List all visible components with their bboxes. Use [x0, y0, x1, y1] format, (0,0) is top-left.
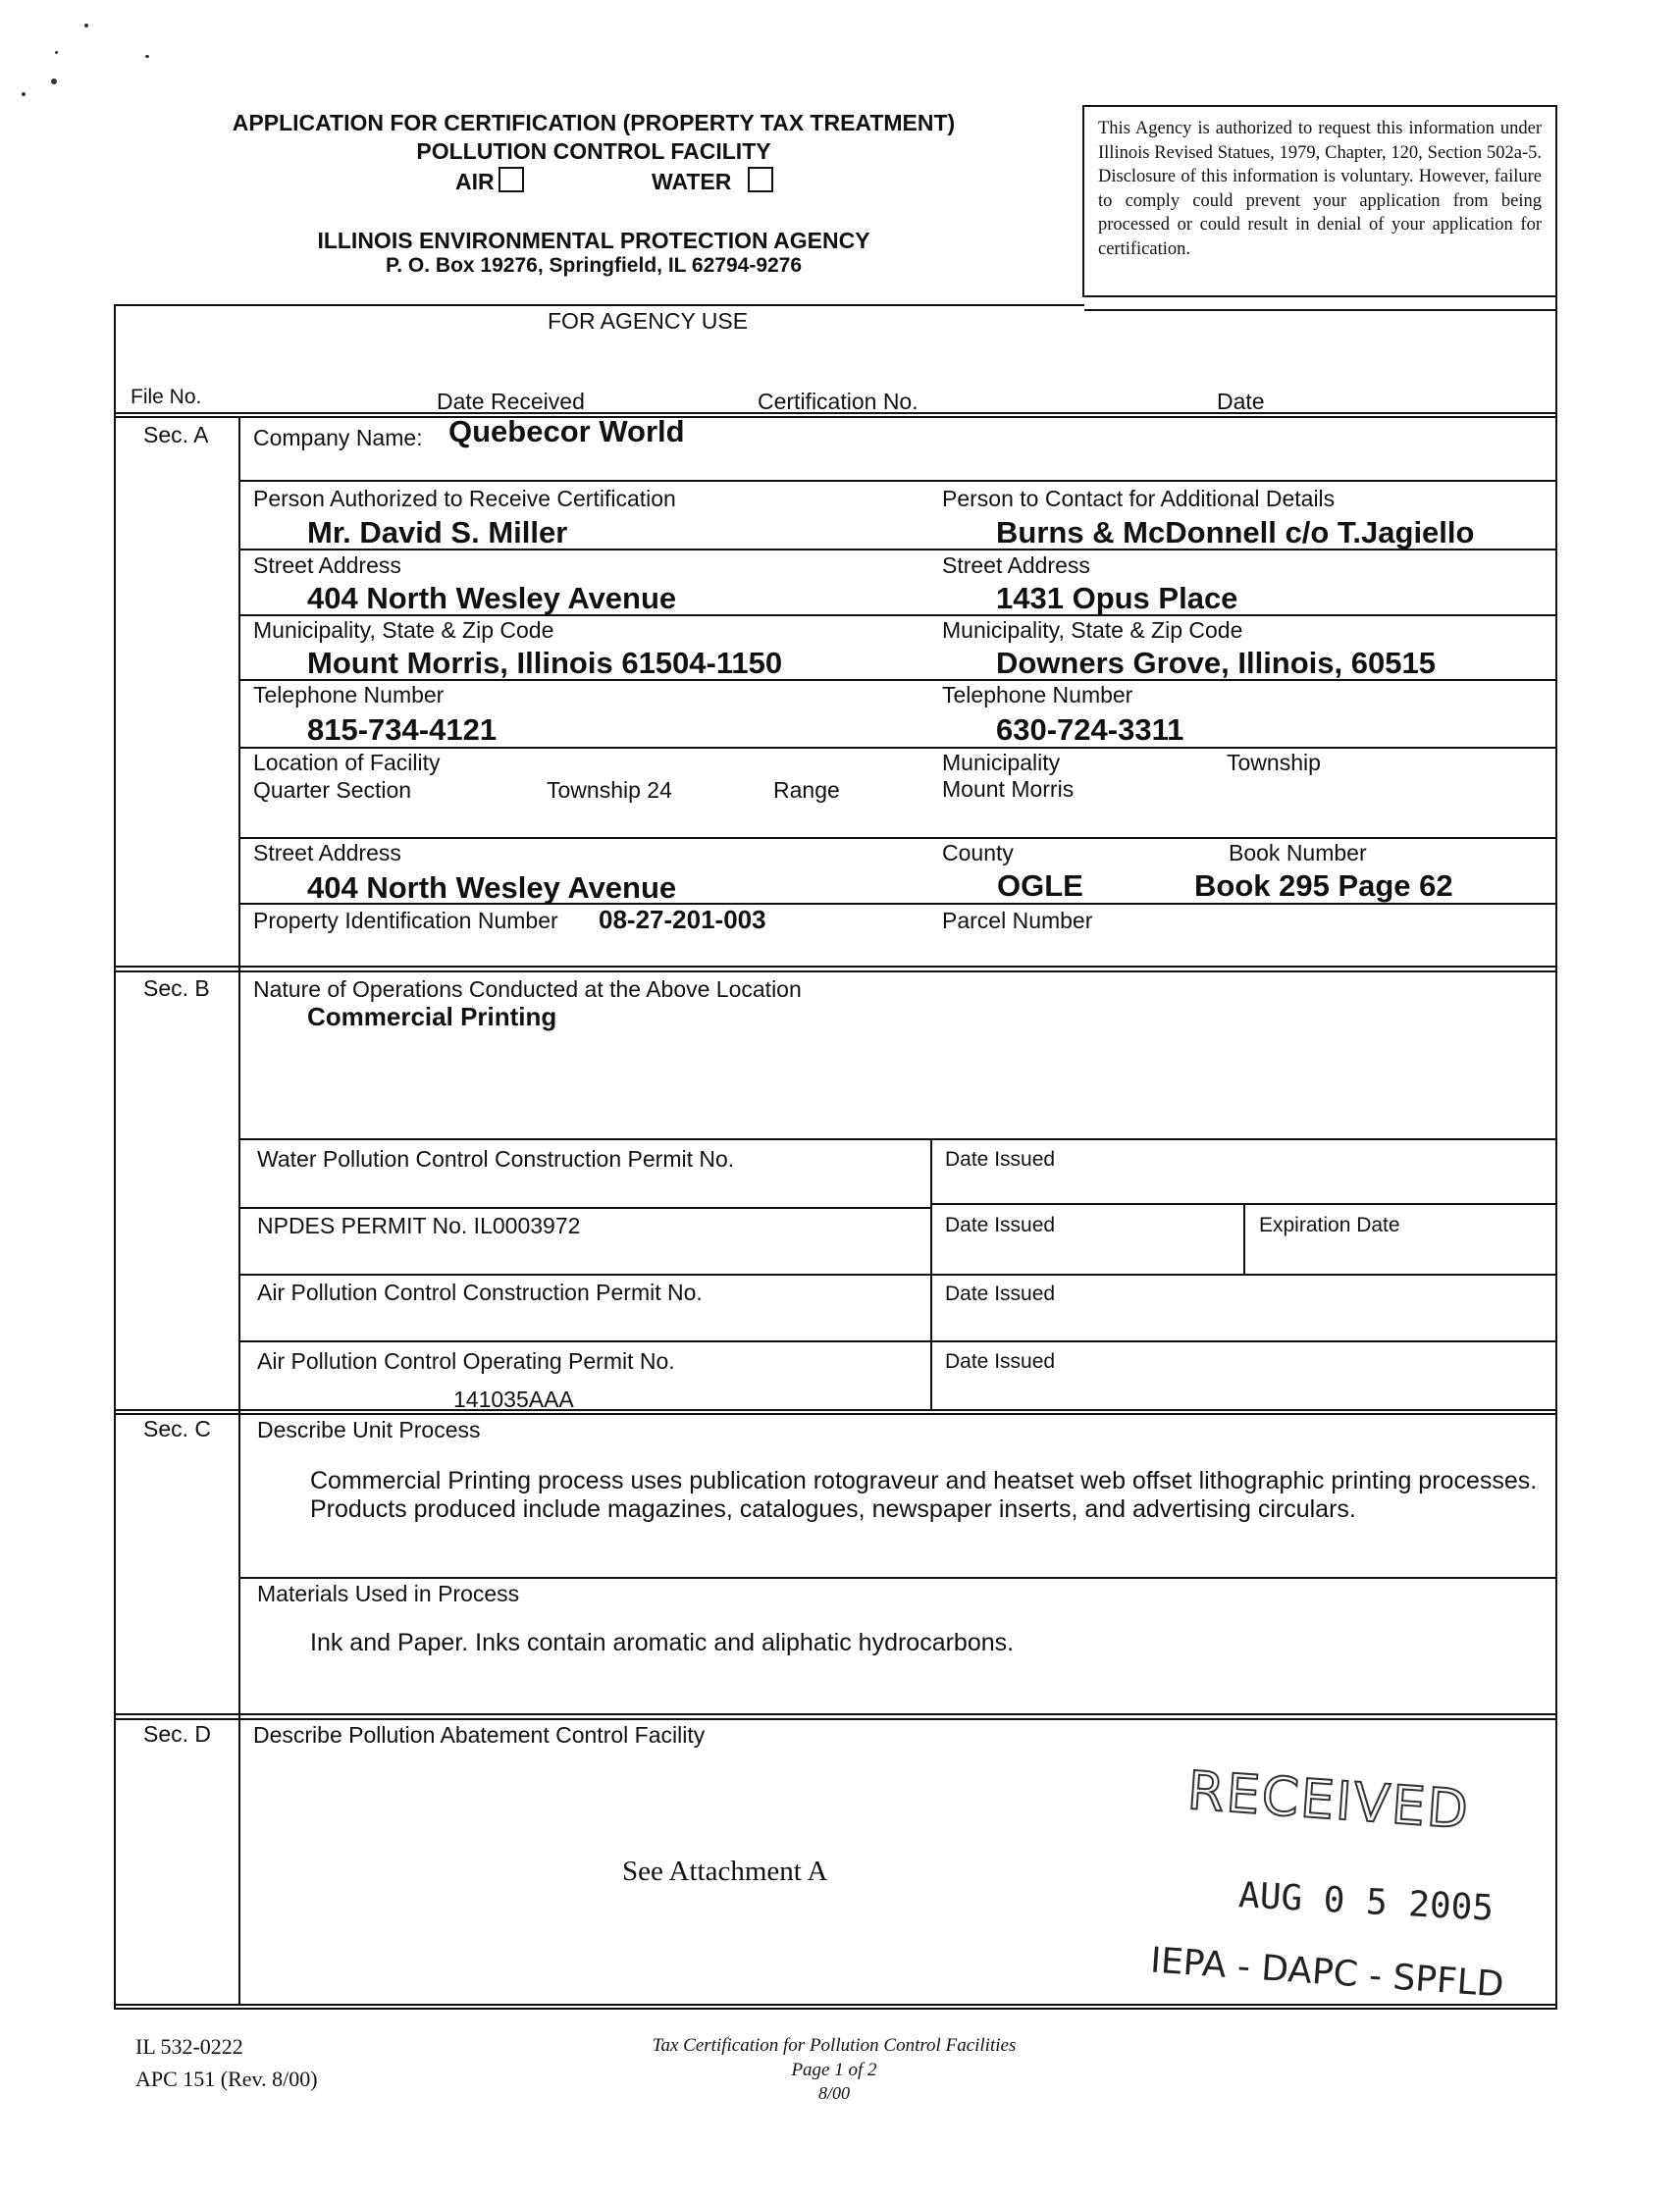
- agency-address: P. O. Box 19276, Springfield, IL 62794-9276: [385, 254, 803, 277]
- divider: [114, 1713, 1557, 1715]
- air-label: AIR: [455, 169, 495, 194]
- air-checkbox[interactable]: [499, 167, 524, 192]
- divider: [930, 1138, 932, 1409]
- divider: [114, 1413, 1557, 1415]
- materials-label: Materials Used in Process: [257, 1581, 520, 1606]
- book-number-value: Book 295 Page 62: [1194, 868, 1453, 903]
- divider: [114, 416, 1557, 418]
- municipality-label: Municipality, State & Zip Code: [253, 617, 554, 643]
- sec-d-label: Sec. D: [143, 1721, 212, 1747]
- sec-c-label: Sec. C: [143, 1416, 212, 1441]
- disclosure-notice: This Agency is authorized to request this information under Illinois Revised Statues, 1979, Chapter, 120, Section 502a-5. Disclosure of this information is voluntary. However, failure to comply could prevent your application from being processed or could result in denial of your application for certification.: [1082, 105, 1557, 297]
- county-value: OGLE: [997, 868, 1083, 903]
- air-operating-permit-value: 141035AAA: [453, 1387, 574, 1412]
- divider: [1084, 309, 1557, 311]
- materials-value: Ink and Paper. Inks contain aromatic and aliphatic hydrocarbons.: [310, 1629, 1015, 1656]
- air-checkbox-group: [455, 167, 524, 195]
- facility-municipality-label: Municipality: [942, 750, 1061, 775]
- divider: [238, 1138, 1557, 1140]
- divider: [114, 2008, 1557, 2010]
- telephone-value: 815-734-4121: [307, 712, 498, 747]
- contact-municipality-value: Downers Grove, Illinois, 60515: [996, 646, 1436, 680]
- location-label: Location of Facility: [253, 750, 441, 775]
- quarter-section-label: Quarter Section: [253, 777, 412, 803]
- divider: [114, 970, 1557, 972]
- sec-a-label: Sec. A: [143, 422, 209, 447]
- form-title: APPLICATION FOR CERTIFICATION (PROPERTY TAX TREATMENT): [232, 110, 956, 135]
- facility-street-label: Street Address: [253, 840, 401, 865]
- npdes-date-label: Date Issued: [945, 1214, 1056, 1236]
- divider: [114, 2004, 1557, 2006]
- divider: [114, 304, 1084, 306]
- municipality-value: Mount Morris, Illinois 61504-1150: [307, 646, 783, 680]
- parcel-number-label: Parcel Number: [942, 908, 1093, 933]
- pin-value: 08-27-201-003: [599, 905, 766, 934]
- divider: [1555, 297, 1557, 2008]
- pin-label: Property Identification Number: [253, 908, 558, 933]
- page-number: Page 1 of 2: [791, 2060, 877, 2080]
- divider: [238, 1207, 930, 1209]
- form-revision-code: APC 151 (Rev. 8/00): [135, 2067, 318, 2091]
- file-no-label: File No.: [131, 386, 202, 408]
- air-construction-permit-label: Air Pollution Control Construction Permit No.: [257, 1280, 703, 1305]
- scan-speck: [145, 55, 149, 58]
- unit-process-value: Commercial Printing process uses publication rotograveur and heatset web offset lithographic printing processes. Products produced include magazines, catalogues, newspaper inserts, and advertising circulars.: [310, 1467, 1538, 1523]
- footer-revision: 8/00: [817, 2083, 850, 2103]
- expiration-date-label: Expiration Date: [1259, 1214, 1400, 1236]
- range-label: Range: [773, 777, 840, 803]
- contact-person-label: Person to Contact for Additional Details: [942, 486, 1336, 511]
- contact-street-label: Street Address: [942, 552, 1090, 578]
- authorized-person-value: Mr. David S. Miller: [307, 515, 568, 550]
- agency-use-title: FOR AGENCY USE: [548, 308, 749, 334]
- divider: [114, 1718, 1557, 1720]
- footer-title: Tax Certification for Pollution Control Facilities: [652, 2035, 1017, 2056]
- received-office-stamp: IEPA - DAPC - SPFLD: [1149, 1940, 1505, 2006]
- divider: [238, 679, 1557, 681]
- divider: [238, 480, 1557, 482]
- scan-speck: [22, 92, 26, 96]
- divider: [238, 747, 1557, 749]
- divider: [238, 903, 1557, 905]
- contact-street-value: 1431 Opus Place: [996, 581, 1238, 615]
- date-received-label: Date Received: [437, 389, 585, 414]
- company-name-label: Company Name:: [253, 425, 423, 450]
- npdes-permit-label: NPDES PERMIT No. IL0003972: [257, 1213, 581, 1238]
- divider: [238, 614, 1557, 616]
- scan-speck: [55, 51, 58, 54]
- contact-telephone-value: 630-724-3311: [996, 712, 1184, 747]
- received-stamp: RECEIVED: [1185, 1759, 1472, 1841]
- facility-municipality-value: Mount Morris: [942, 776, 1075, 802]
- facility-township-label: Township: [1227, 750, 1321, 775]
- nature-operations-value: Commercial Printing: [307, 1002, 557, 1031]
- divider: [114, 966, 1557, 968]
- contact-telephone-label: Telephone Number: [942, 682, 1133, 707]
- air-operating-permit-label: Air Pollution Control Operating Permit No.: [257, 1348, 675, 1374]
- divider: [238, 1340, 1557, 1342]
- divider: [1243, 1203, 1245, 1274]
- water-checkbox[interactable]: [748, 167, 773, 192]
- company-name-value: Quebecor World: [448, 414, 685, 448]
- water-label: WATER: [652, 169, 732, 194]
- air-construction-date-label: Date Issued: [945, 1283, 1056, 1305]
- certification-no-label: Certification No.: [758, 389, 919, 414]
- scan-speck: [51, 79, 57, 84]
- street-address-label: Street Address: [253, 552, 401, 578]
- contact-person-value: Burns & McDonnell c/o T.Jagiello: [996, 515, 1475, 550]
- nature-operations-label: Nature of Operations Conducted at the Above Location: [253, 976, 802, 1002]
- abatement-facility-label: Describe Pollution Abatement Control Facility: [253, 1722, 706, 1748]
- county-label: County: [942, 840, 1014, 865]
- facility-street-value: 404 North Wesley Avenue: [307, 870, 677, 905]
- divider: [114, 412, 1557, 414]
- water-permit-label: Water Pollution Control Construction Permit No.: [257, 1146, 735, 1172]
- contact-municipality-label: Municipality, State & Zip Code: [942, 617, 1243, 643]
- attachment-reference: See Attachment A: [622, 1856, 828, 1887]
- sec-b-label: Sec. B: [143, 975, 210, 1001]
- divider: [238, 1274, 1557, 1276]
- agency-date-label: Date: [1217, 389, 1265, 414]
- divider: [114, 304, 116, 2008]
- divider: [114, 1409, 1557, 1411]
- authorized-person-label: Person Authorized to Receive Certification: [253, 486, 676, 511]
- form-subtitle: POLLUTION CONTROL FACILITY: [416, 138, 771, 164]
- divider: [238, 549, 1557, 550]
- street-address-value: 404 North Wesley Avenue: [307, 581, 677, 615]
- divider: [238, 1577, 1557, 1579]
- divider: [238, 837, 1557, 839]
- township-label: Township 24: [547, 777, 672, 803]
- water-permit-date-label: Date Issued: [945, 1148, 1056, 1171]
- scan-speck: [84, 24, 88, 27]
- received-date-stamp: AUG 0 5 2005: [1237, 1875, 1495, 1929]
- air-operating-date-label: Date Issued: [945, 1350, 1056, 1373]
- agency-name: ILLINOIS ENVIRONMENTAL PROTECTION AGENCY: [317, 228, 870, 253]
- divider: [238, 416, 240, 2006]
- unit-process-label: Describe Unit Process: [257, 1417, 481, 1442]
- book-number-label: Book Number: [1229, 840, 1367, 865]
- form-code: IL 532-0222: [135, 2034, 243, 2059]
- telephone-label: Telephone Number: [253, 682, 445, 707]
- water-checkbox-group: [652, 167, 773, 195]
